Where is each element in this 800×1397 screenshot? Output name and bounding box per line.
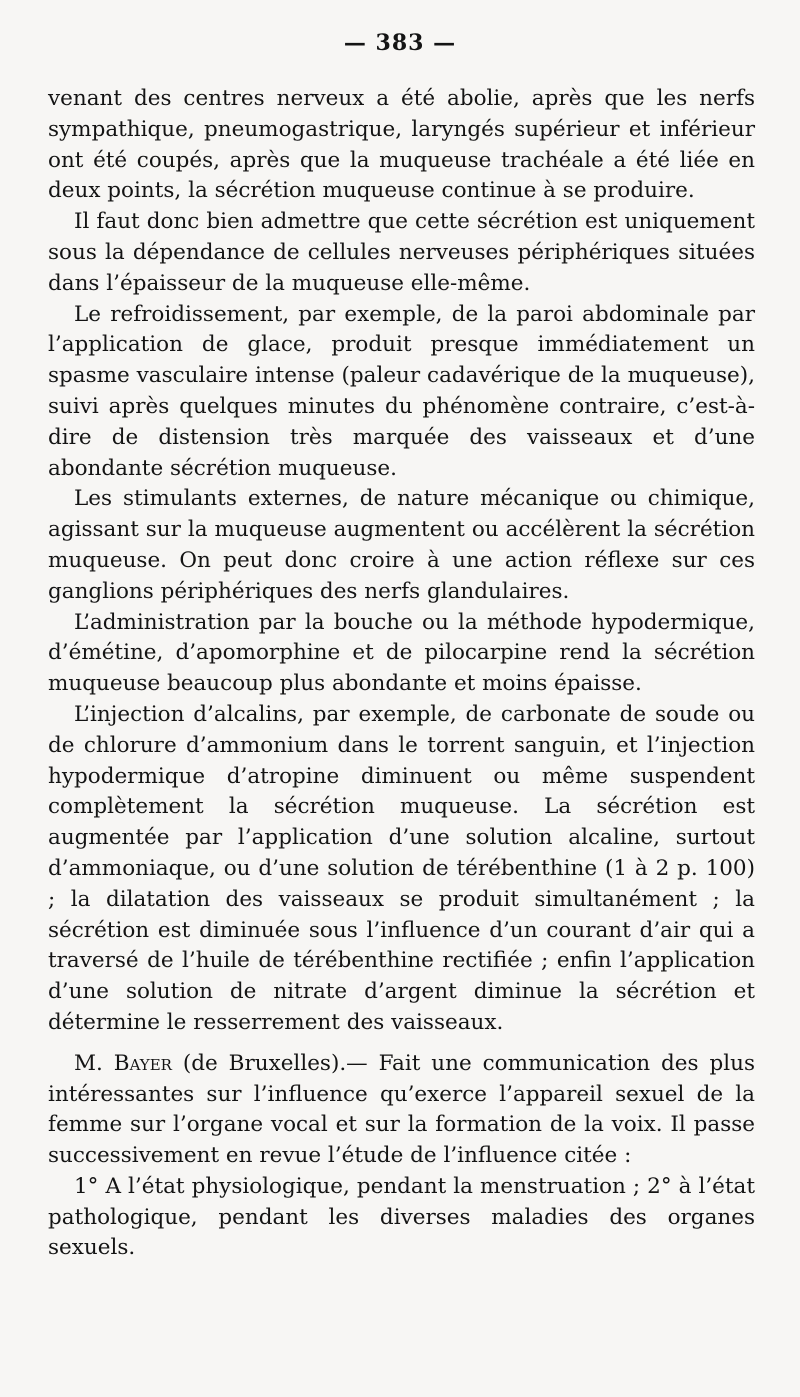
paragraph-peripheral-cells: Il faut donc bien admettre que cette sécrétion est uniquement sous la dépendance de cellules nerveuses périphériques situées dans l’épaisseur de la muqueuse elle-même. xyxy=(48,209,755,296)
bayer-prefix: M. xyxy=(74,1050,114,1076)
paragraph-continuation: venant des centres nerveux a été abolie, après que les nerfs sympathique, pneumogastrique, laryngés supérieur et inférieur ont été coupés, après que la muqueuse trachéale a été liée en deux points, la sécrétion muqueuse continue à se produire. xyxy=(48,86,755,204)
paragraph-injection: L’injection d’alcalins, par exemple, de carbonate de soude ou de chlorure d’ammonium dans le torrent sanguin, et l’injection hypodermique d’atropine diminuent ou même suspendent complètement la sécrétion muqueuse. La sécrétion est augmentée par l’application d’une solution alcaline, surtout d’ammoniaque, ou d’une solution de térébenthine (1 à 2 p. 100) ; la dilatation des vaisseaux se produit simultanément ; la sécrétion est diminuée sous l’influence d’un courant d’air qui a traversé de l’huile de térébenthine rectifiée ; enfin l’application d’une solution de nitrate d’argent diminue la sécrétion et détermine le resserrement des vaisseaux. xyxy=(48,701,755,1035)
paragraph-enumeration: 1° A l’état physiologique, pendant la menstruation ; 2° à l’état pathologique, pendant les diverses maladies des organes sexuels. xyxy=(48,1173,755,1261)
paragraph-bayer xyxy=(48,1049,755,1172)
page-number: — 383 — xyxy=(343,30,457,56)
paragraph-administration: L’administration par la bouche ou la méthode hypodermique, d’émétine, d’apomorphine et de pilocarpine rend la sécrétion muqueuse beaucoup plus abondante et moins épaisse. xyxy=(48,609,755,697)
paragraph-stimulants: Les stimulants externes, de nature mécanique ou chimique, agissant sur la muqueuse augmentent ou accélèrent la sécrétion muqueuse. On peut donc croire à une action réflexe sur ces ganglions périphériques des nerfs glandulaires. xyxy=(48,486,755,604)
body-text xyxy=(48,84,755,1264)
paragraph-refroidissement: Le refroidissement, par exemple, de la paroi abdominale par l’application de glace, produit presque immédiatement un spasme vasculaire intense (paleur cadavérique de la muqueuse), suivi après quelques minutes du phénomène contraire, c’est-à-dire de distension très marquée des vaisseaux et d’une abondante sécrétion muqueuse. xyxy=(48,301,755,481)
bayer-name: Bayer xyxy=(113,1050,172,1076)
bayer-text: (de Bruxelles).— Fait une communication des plus intéressantes sur l’influence qu’exerce l’appareil sexuel de la femme sur l’organe vocal et sur la formation de la voix. Il passe successivement en revue l’étude de l’influence citée : xyxy=(48,1050,756,1169)
